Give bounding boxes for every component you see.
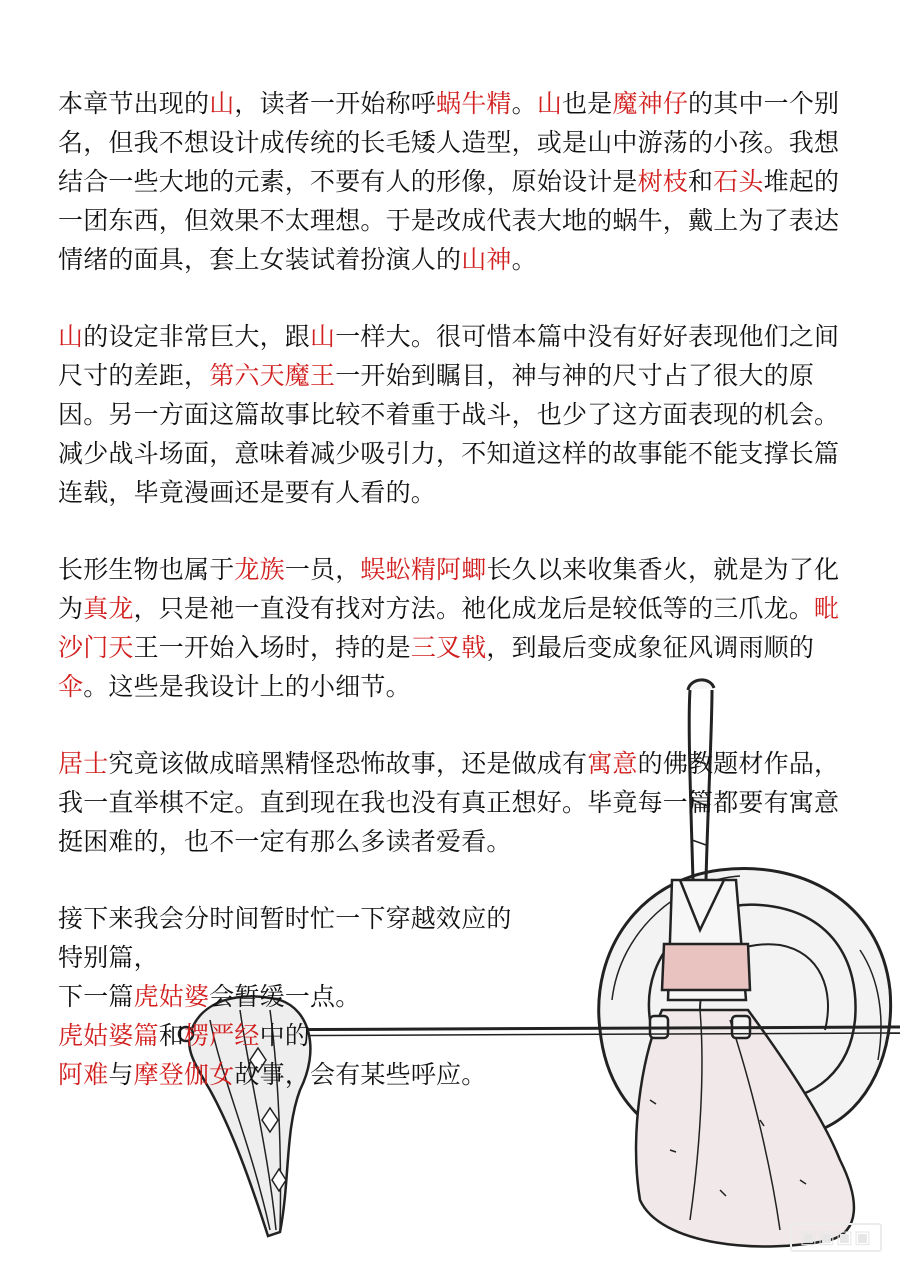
text-segment: 长形生物也属于 (58, 555, 235, 584)
highlighted-term: 真龙 (83, 594, 134, 623)
text-segment: 一开始到瞩目，神与神的尺寸占了很大的原因。另一方面这篇故事比较不着重于战斗，也少了这方面表现的机会。减少战斗场面，意味着减少吸引力，不知道这样的故事能不能支撑长篇连载，毕竟漫画还是要有人看的。 (58, 361, 840, 507)
highlighted-term: 虎姑婆篇 (58, 1021, 159, 1050)
text-segment: 堆起的一团东西，但效果不太理想。于是改成代表大地的蜗牛，戴上为了表达情绪的面具，套上女装试着扮演人的 (58, 167, 840, 274)
paragraph (58, 550, 858, 706)
text-segment: 接下来我会分时间暂时忙一下穿越效应的特别篇， (58, 904, 512, 972)
highlighted-term: 蜈蚣精阿蝍 (360, 555, 487, 584)
text-segment: 一样大。很可惜本篇中没有好好表现他们之间尺寸的差距， (58, 322, 840, 390)
text-segment: 长久以来收集香火，就是为了化为 (58, 555, 840, 623)
text-segment: 中的 (259, 1021, 311, 1050)
text-segment: 也是 (562, 89, 613, 118)
highlighted-term: 龙族 (234, 555, 285, 584)
highlighted-term: 树枝 (637, 167, 689, 196)
text-segment: ，到最后变成象征风调雨顺的 (486, 633, 815, 662)
text-segment: 本章节出现的 (58, 89, 210, 118)
text-segment: 的设定非常巨大，跟 (83, 322, 311, 351)
text-segment: 与 (108, 1060, 134, 1089)
text-segment: 的其中一个别名，但我不想设计成传统的长毛矮人造型，或是山中游荡的小孩。我想结合一些大地的元素，不要有人的形像，原始设计是 (58, 89, 840, 196)
text-segment: 故事，会有某些呼应。 (234, 1060, 487, 1089)
text-segment: ，读者一开始称呼 (234, 89, 437, 118)
highlighted-term: 楞严经 (184, 1021, 260, 1050)
highlighted-term: 山 (209, 89, 235, 118)
text-segment: 王一开始入场时，持的是 (133, 633, 411, 662)
text-segment: 一员， (284, 555, 361, 584)
highlighted-term: 第六天魔王 (209, 361, 336, 390)
afterword-text (58, 84, 858, 1094)
paragraph (58, 84, 858, 279)
highlighted-term: 居士 (58, 749, 109, 778)
text-segment: 。 (511, 89, 537, 118)
text-segment: 。 (511, 245, 537, 274)
text-segment: ，只是祂一直没有找对方法。祂化成龙后是较低等的三爪龙。 (133, 594, 815, 623)
paragraph (58, 899, 528, 1094)
paragraph (58, 317, 858, 512)
paragraph (58, 744, 858, 861)
highlighted-term: 山神 (461, 245, 512, 274)
highlighted-term: 山 (58, 322, 84, 351)
highlighted-term: 山 (310, 322, 336, 351)
highlighted-term: 山 (536, 89, 563, 118)
watermark-logo: ▣▣▣▣ (790, 1223, 882, 1252)
text-segment: 。这些是我设计上的小细节。 (83, 672, 411, 701)
text-segment: 和 (158, 1021, 185, 1050)
highlighted-term: 虎姑婆 (133, 982, 210, 1011)
text-segment: 下一篇 (58, 982, 134, 1011)
text-segment: 会暂缓一点。 (209, 982, 361, 1011)
text-segment: 究竟该做成暗黑精怪恐怖故事，还是做成有 (108, 749, 588, 778)
highlighted-term: 伞 (58, 672, 84, 701)
highlighted-term: 摩登伽女 (133, 1060, 235, 1089)
text-segment: 和 (688, 167, 714, 196)
highlighted-term: 阿难 (58, 1060, 109, 1089)
highlighted-term: 寓意 (587, 749, 638, 778)
highlighted-term: 毗沙门天 (58, 594, 840, 662)
highlighted-term: 蜗牛精 (436, 89, 512, 118)
highlighted-term: 石头 (713, 167, 764, 196)
text-segment: 的佛教题材作品，我一直举棋不定。直到现在我也没有真正想好。毕竟每一篇都要有寓意挺困难的，也不一定有那么多读者爱看。 (58, 749, 840, 856)
highlighted-term: 三叉戟 (410, 633, 487, 662)
highlighted-term: 魔神仔 (612, 89, 689, 118)
